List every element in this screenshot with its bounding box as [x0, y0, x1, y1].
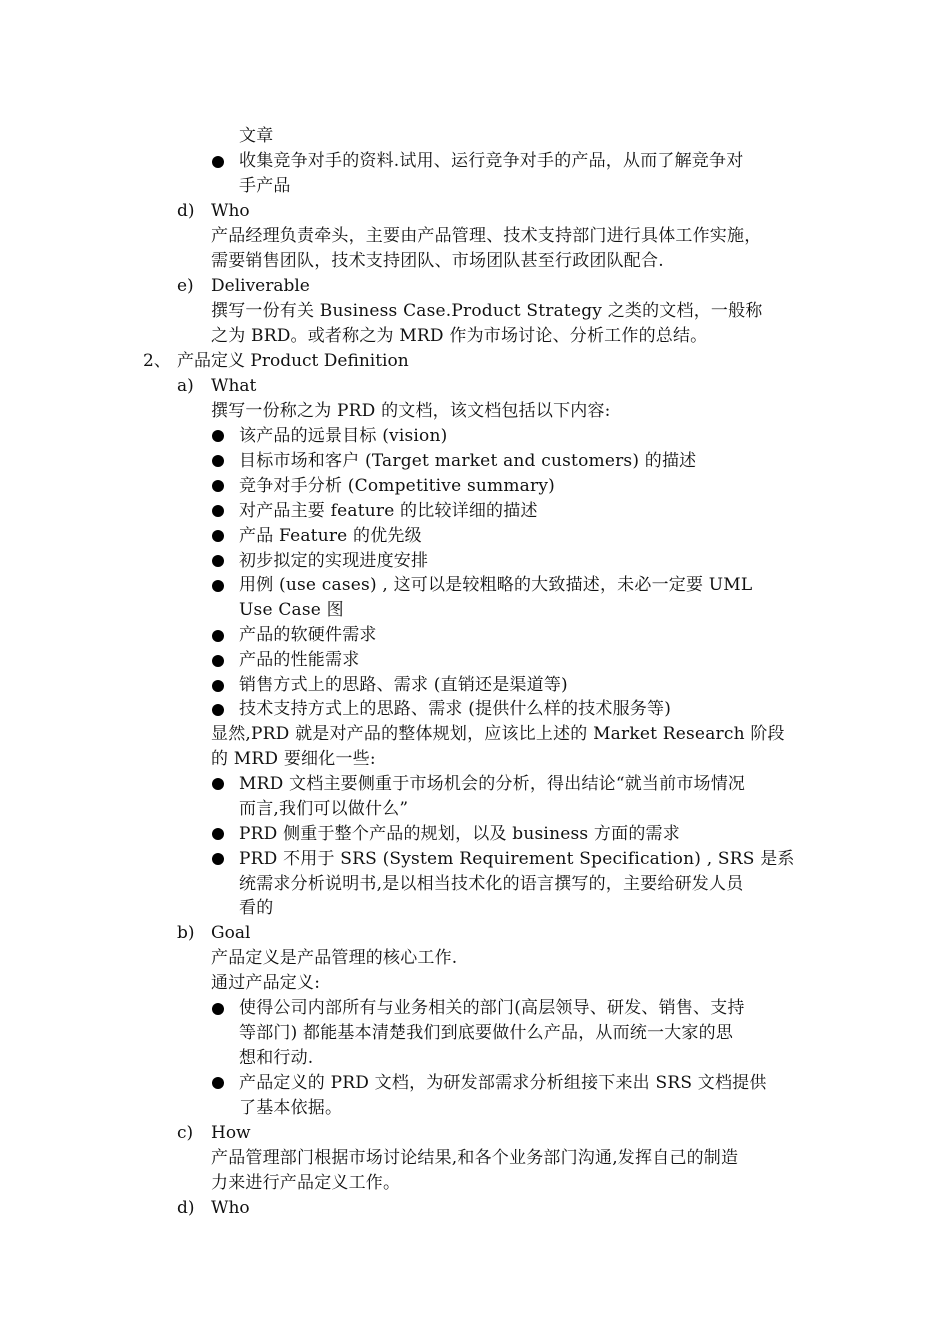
- item-title: Who: [211, 201, 250, 221]
- paragraph: 需要销售团队，技术支持团队、市场团队甚至行政团队配合.: [211, 251, 664, 271]
- bullet-dot: [212, 778, 224, 790]
- bullet-text: 产品的性能需求: [239, 650, 360, 670]
- bullet-dot: [212, 505, 224, 517]
- bullet-dot: [212, 480, 224, 492]
- bullet-dot: [212, 580, 224, 592]
- paragraph: 撰写一份有关 Business Case.Product Strategy 之类的文档，一般称: [211, 301, 763, 321]
- bullet-dot: [212, 430, 224, 442]
- bullet-text: 收集竞争对手的资料.试用、运行竞争对手的产品，从而了解竞争对: [239, 151, 744, 171]
- item-letter: d): [177, 1198, 195, 1218]
- bullet-text: PRD 侧重于整个产品的规划，以及 business 方面的需求: [239, 824, 680, 844]
- bullet-text: 想和行动.: [239, 1048, 314, 1068]
- paragraph: 之为 BRD。或者称之为 MRD 作为市场讨论、分析工作的总结。: [211, 326, 708, 346]
- item-letter: d): [177, 201, 195, 221]
- bullet-dot: [212, 630, 224, 642]
- bullet-text: 竞争对手分析 (Competitive summary): [239, 476, 555, 496]
- bullet-text: 而言,我们可以做什么”: [239, 799, 409, 819]
- bullet-text: PRD 不用于 SRS (System Requirement Specification) , SRS 是系: [239, 849, 795, 869]
- item-title: Deliverable: [211, 276, 310, 296]
- bullet-dot: [212, 655, 224, 667]
- bullet-text: 等部门) 都能基本清楚我们到底要做什么产品，从而统一大家的思: [239, 1023, 734, 1043]
- bullet-text: 产品的软硬件需求: [239, 625, 377, 645]
- item-title: How: [211, 1123, 251, 1143]
- bullet-text: 用例 (use cases) , 这可以是较粗略的大致描述，未必一定要 UML: [239, 575, 753, 595]
- item-letter: c): [177, 1123, 194, 1143]
- bullet-text: Use Case 图: [239, 600, 344, 620]
- bullet-dot: [212, 1003, 224, 1015]
- bullet-dot: [212, 680, 224, 692]
- paragraph: 显然,PRD 就是对产品的整体规划，应该比上述的 Market Research 阶段: [211, 724, 785, 744]
- bullet-text: 对产品主要 feature 的比较详细的描述: [239, 501, 538, 521]
- bullet-dot: [212, 530, 224, 542]
- bullet-text: 产品定义的 PRD 文档，为研发部需求分析组接下来出 SRS 文档提供: [239, 1073, 767, 1093]
- bullet-text: 统需求分析说明书,是以相当技术化的语言撰写的，主要给研发人员: [239, 874, 744, 894]
- bullet-dot: [212, 555, 224, 567]
- bullet-text: 看的: [239, 898, 274, 918]
- bullet-text: 产品 Feature 的优先级: [239, 526, 422, 546]
- paragraph: 撰写一份称之为 PRD 的文档，该文档包括以下内容:: [211, 401, 611, 421]
- bullet-dot: [212, 455, 224, 467]
- item-letter: b): [177, 923, 195, 943]
- bullet-text: 技术支持方式上的思路、需求 (提供什么样的技术服务等): [239, 699, 672, 719]
- section-number: 2、: [143, 351, 171, 371]
- item-letter: e): [177, 276, 194, 296]
- bullet-dot: [212, 853, 224, 865]
- item-title: Goal: [211, 923, 251, 943]
- bullet-text: 使得公司内部所有与业务相关的部门(高层领导、研发、销售、支持: [239, 998, 745, 1018]
- bullet-text: 手产品: [239, 176, 291, 196]
- bullet-text: 了基本依据。: [239, 1098, 343, 1118]
- paragraph: 的 MRD 要细化一些:: [211, 749, 376, 769]
- bullet-text: 销售方式上的思路、需求 (直销还是渠道等): [239, 675, 568, 695]
- paragraph: 产品定义是产品管理的核心工作.: [211, 948, 458, 968]
- item-title: What: [211, 376, 257, 396]
- paragraph-fragment: 文章: [239, 126, 274, 146]
- section-heading: 产品定义 Product Definition: [177, 351, 409, 371]
- bullet-text: 目标市场和客户 (Target market and customers) 的描述: [239, 451, 697, 471]
- paragraph: 力来进行产品定义工作。: [211, 1173, 401, 1193]
- paragraph: 产品管理部门根据市场讨论结果,和各个业务部门沟通,发挥自己的制造: [211, 1148, 739, 1168]
- bullet-dot: [212, 828, 224, 840]
- bullet-text: MRD 文档主要侧重于市场机会的分析，得出结论“就当前市场情况: [239, 774, 746, 794]
- item-letter: a): [177, 376, 194, 396]
- bullet-dot: [212, 156, 224, 168]
- bullet-dot: [212, 704, 224, 716]
- bullet-text: 该产品的远景目标 (vision): [239, 426, 448, 446]
- paragraph: 通过产品定义:: [211, 973, 321, 993]
- bullet-text: 初步拟定的实现进度安排: [239, 551, 429, 571]
- paragraph: 产品经理负责牵头，主要由产品管理、技术支持部门进行具体工作实施，: [211, 226, 762, 246]
- bullet-dot: [212, 1077, 224, 1089]
- item-title: Who: [211, 1198, 250, 1218]
